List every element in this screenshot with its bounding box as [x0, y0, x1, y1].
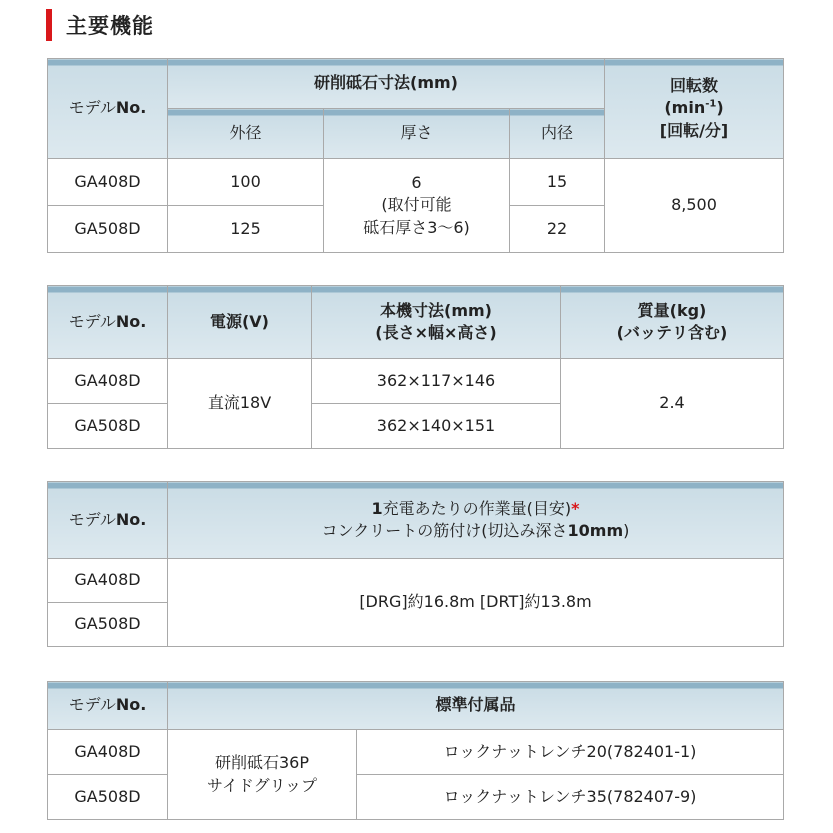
- dimensions-header-line2: (長さ×幅×高さ): [375, 323, 497, 342]
- model-cell: GA408D: [48, 559, 168, 603]
- thickness-value: [324, 159, 510, 253]
- rpm-title: 回転数: [669, 75, 718, 95]
- table-row: [48, 359, 784, 404]
- body-spec-table: [47, 285, 784, 449]
- model-no: No.: [115, 98, 147, 118]
- work-capacity-header-line1: [168, 498, 783, 520]
- thickness-line2: (取付可能: [381, 195, 452, 215]
- section-title-text: 主要機能: [66, 14, 154, 38]
- outer-diameter-header: [168, 109, 324, 159]
- model-header: [48, 682, 168, 730]
- model-header: [48, 286, 168, 359]
- rpm-sub: [回転/分]: [659, 120, 729, 140]
- model-no: No.: [115, 311, 147, 331]
- power-header: 電源(V): [168, 286, 312, 359]
- cut-depth: 10mm: [567, 521, 624, 540]
- dimensions-header: [312, 286, 561, 359]
- outer-diameter-value: 125: [168, 206, 324, 253]
- rpm-unit-close: ): [716, 98, 724, 118]
- mass-header-line2: (バッテリ含む): [616, 323, 728, 342]
- accessories-header: 標準付属品: [168, 682, 784, 730]
- grinding-wheel-spec-table: [47, 58, 784, 253]
- outer-diameter-label: 外径: [229, 123, 262, 143]
- thickness-header: [324, 109, 510, 159]
- model-label: モデル: [68, 311, 116, 331]
- model-cell: GA408D: [48, 359, 168, 404]
- table-row: [48, 775, 784, 820]
- charge-count: 1: [371, 498, 383, 518]
- inner-diameter-header: [510, 109, 605, 159]
- table-row: [48, 559, 784, 603]
- note-asterisk: *: [571, 498, 580, 518]
- model-cell: GA408D: [48, 730, 168, 775]
- work-condition-close: ): [623, 521, 630, 540]
- title-accent-bar: [46, 9, 52, 41]
- mass-header-line1: 質量(kg): [637, 300, 707, 320]
- table-row: [48, 159, 784, 206]
- work-capacity-header: [168, 482, 784, 559]
- accessory-side-grip: サイドグリップ: [207, 775, 317, 795]
- table-row: [48, 730, 784, 775]
- dimensions-value: 362×140×151: [312, 404, 561, 449]
- model-label: モデル: [68, 695, 116, 715]
- accessory-grinding-wheel: 研削砥石36P: [214, 753, 309, 773]
- dimensions-value: 362×117×146: [312, 359, 561, 404]
- work-capacity-table: [47, 481, 784, 647]
- work-capacity-value: [DRG]約16.8m [DRT]約13.8m: [168, 559, 784, 647]
- rpm-header: [605, 59, 784, 159]
- dimensions-header-line1: 本機寸法(mm): [380, 300, 492, 320]
- model-cell: GA508D: [48, 206, 168, 253]
- rpm-unit-open: (min: [664, 98, 706, 118]
- work-capacity-title: 充電あたりの作業量(目安): [382, 498, 572, 518]
- outer-diameter-value: 100: [168, 159, 324, 206]
- model-cell: GA508D: [48, 603, 168, 647]
- work-capacity-header-line2: [168, 520, 783, 542]
- inner-diameter-value: 22: [510, 206, 605, 253]
- model-header: [48, 59, 168, 159]
- rpm-unit: [605, 97, 783, 119]
- rpm-value: 8,500: [605, 159, 784, 253]
- wrench-value: ロックナットレンチ20(782401-1): [357, 730, 784, 775]
- model-label: モデル: [68, 98, 116, 118]
- power-value: 直流18V: [168, 359, 312, 449]
- inner-diameter-value: 15: [510, 159, 605, 206]
- thickness-line1: 6: [411, 172, 422, 192]
- model-no: No.: [115, 509, 147, 529]
- accessories-table: [47, 681, 784, 820]
- model-header: [48, 482, 168, 559]
- inner-diameter-label: 内径: [540, 123, 573, 143]
- common-accessories: [168, 730, 357, 820]
- model-cell: GA408D: [48, 159, 168, 206]
- thickness-label: 厚さ: [400, 123, 433, 143]
- work-condition-text: コンクリートの筋付け(切込み深さ: [321, 521, 568, 540]
- mass-value: 2.4: [561, 359, 784, 449]
- model-cell: GA508D: [48, 404, 168, 449]
- section-title: [46, 8, 154, 42]
- model-no: No.: [115, 695, 147, 715]
- model-label: モデル: [68, 509, 116, 529]
- model-cell: GA508D: [48, 775, 168, 820]
- mass-header: [561, 286, 784, 359]
- wrench-value: ロックナットレンチ35(782407-9): [357, 775, 784, 820]
- wheel-dimension-header: 研削砥石寸法(mm): [168, 59, 605, 109]
- rpm-unit-sup: -1: [705, 98, 717, 110]
- thickness-line3: 砥石厚さ3～6): [363, 217, 470, 237]
